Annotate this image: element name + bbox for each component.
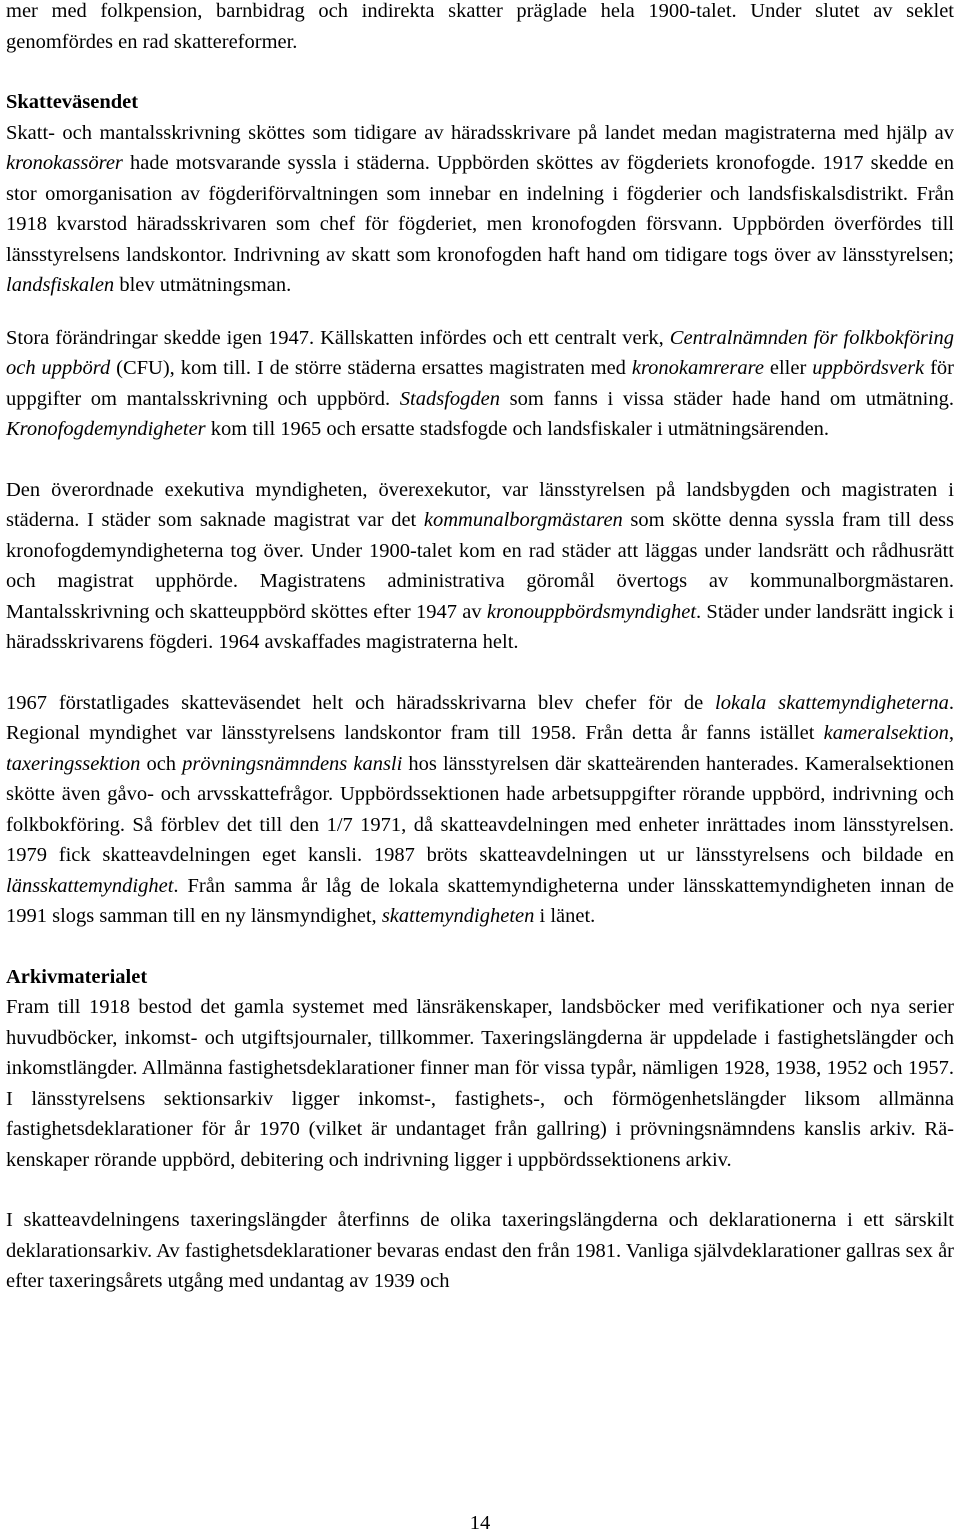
paragraph-text: Stora förändringar skedde igen 1947. Källskatten infördes och ett centralt verk,	[6, 326, 670, 349]
paragraph-text: Den överordnade exekutiva myndigheten, överexekutor, var länsstyrelsen på landsbygden och magistraten i städerna. I städer som saknade magistrat var det	[6, 478, 954, 531]
paragraph-text: 1967 förstatligades skatteväsendet helt och häradsskrivarna blev chefer för de	[6, 691, 716, 714]
italic-term: prövningsnämndens kansli	[182, 752, 403, 775]
paragraph-text: I skatteavdelningens taxeringslängder återfinns de olika taxeringslängderna och deklarationerna i ett särskilt deklarationsarkiv. Av fastighetsdeklarationer bevaras endast den från 1981. Vanliga självdeklarationer gallras sex år efter taxeringsårets utgång med undantag av 1939 och	[6, 1209, 954, 1292]
paragraph-text: för uppgifter om mantalsskrivning och uppbörd.	[6, 357, 954, 410]
italic-term: Centralnämnden för folkbokföring och uppbörd	[6, 326, 954, 379]
italic-term: landsfiskalen	[6, 274, 115, 296]
paragraph-archive-material	[6, 992, 954, 1175]
paragraph-tax-administration	[6, 118, 954, 301]
italic-term: taxeringssektion	[6, 752, 141, 775]
paragraph-text: mer med folkpension, barnbidrag och indirekta skatter präglade hela 1900-talet. Under slutet av seklet genomfördes en rad skattereformer.	[6, 0, 954, 53]
italic-term: kronouppbördsmyndighet	[486, 600, 697, 623]
paragraph-text: hos länsstyrelsen där skatteärenden hanterades. Kameralsektionen skötte även gåvo- och arvsskattefrågor. Uppbördssektionen hade arbetsuppgifter rörande uppbörd, indrivning och folkbokföring. Så förblev det till den 1/7 1971, då skatteavdelningen med enheter inrättades inom länsstyrelsen. 1979 fick skatteavdelningen eget kansli. 1987 bröts skatteavdelningen ut ur länsstyrelsens och bildade en	[6, 752, 954, 866]
paragraph-text: . Regional myndighet var länsstyrelsens landskontor fram till 1958. Från detta år fanns istället	[6, 691, 955, 744]
paragraph-text: kom till 1965 och ersatte stadsfogde och landsfiskaler i utmätningsärenden.	[205, 418, 830, 440]
italic-term: Stadsfogden	[399, 387, 501, 410]
paragraph-changes-1947	[6, 323, 954, 445]
paragraph-executive-authority	[6, 475, 954, 658]
paragraph-text: Fram till 1918 bestod det gamla systemet med länsräkenskaper, landsböcker med verifikationer och nya serier huvudböcker, inkomst- och utgiftsjournaler, tillkommer. Taxeringslängderna är uppdelade i fastighetslängder och inkomstlängder. Allmänna fastighetsdeklarationer finner man för vissa typår, nämligen 1928, 1938, 1952 och 1957. I länsstyrelsens sektionsarkiv ligger inkomst-, fastighets-, och förmögenhetslängder liksom allmänna fastighetsdeklarationer för år 1970 (vilket är undantaget från gallring) i prövningsnämndens kanslis arkiv. Räkenskaper rörande uppbörd, debitering och indrivning ligger i uppbördssektionens arkiv.	[6, 996, 954, 1171]
italic-term: lokala skattemyndigheterna	[715, 691, 949, 714]
paragraph-text: . Städer under landsrätt ingick i häradsskrivarens fögderi. 1964 avskaffades magistraterna helt.	[6, 600, 955, 653]
paragraph-tax-department-records	[6, 1205, 954, 1297]
section-heading-arkivmaterialet: Arkivmaterialet	[6, 965, 148, 988]
paragraph-text: ,	[948, 722, 954, 744]
italic-term: skattemyndigheten	[381, 905, 535, 927]
italic-term: Kronofogdemyndigheter	[6, 418, 206, 440]
paragraph-text: (CFU), kom till. I de större städerna ersattes magistraten med	[110, 357, 632, 379]
paragraph-intro-continuation	[6, 0, 954, 57]
paragraph-nationalization-1967	[6, 688, 954, 932]
italic-term: kronokamrerare	[631, 357, 764, 379]
paragraph-text: hade motsvarande syssla i städerna. Uppbörden sköttes av fögderiets kronofogde. 1917 skedde en stor omorganisation av fögderiförvaltningen som innebar en indelning i fögderier och landsfiskalsdistrikt. Från 1918 kvarstod häradsskrivaren som chef för fögderiet, men kronofogden försvann. Uppbörden överfördes till länsstyrelsens landskontor. Indrivning av skatt som kronofogden haft hand om tidigare togs över av länsstyrelsen;	[6, 152, 954, 266]
paragraph-text: blev utmätningsman.	[114, 274, 292, 296]
paragraph-text: som fanns i vissa städer hade hand om utmätning.	[500, 387, 954, 410]
paragraph-text: Skatt- och mantalsskrivning sköttes som tidigare av häradsskrivare på landet medan magistraterna med hjälp av	[6, 121, 954, 144]
paragraph-text: . Från samma år låg de lokala skattemyndigheterna under länsskattemyndigheten innan de 1991 slogs samman till en ny länsmyndighet,	[6, 874, 954, 927]
page-number: 14	[469, 1512, 491, 1534]
italic-term: kameralsektion	[823, 722, 949, 744]
paragraph-text: som skötte denna syssla fram till dess kronofogdemyndigheterna tog över. Under 1900-talet kom en rad städer att läggas under landsrätt och rådhusrätt och magistrat upphörde. Magistratens administrativa göromål övertogs av kommunalborgmästaren. Mantalsskrivning och skatteuppbörd sköttes efter 1947 av	[6, 509, 954, 623]
italic-term: kommunalborgmästaren	[423, 509, 623, 531]
section-heading-skattevasendet: Skatteväsendet	[6, 91, 139, 113]
paragraph-text: i länet.	[534, 905, 596, 927]
paragraph-text: och	[140, 752, 183, 775]
italic-term: uppbördsverk	[812, 357, 925, 379]
paragraph-text: eller	[763, 357, 813, 379]
italic-term: länsskattemyndighet	[6, 874, 174, 897]
document-page	[6, 0, 954, 1297]
italic-term: kronokassörer	[6, 152, 123, 174]
